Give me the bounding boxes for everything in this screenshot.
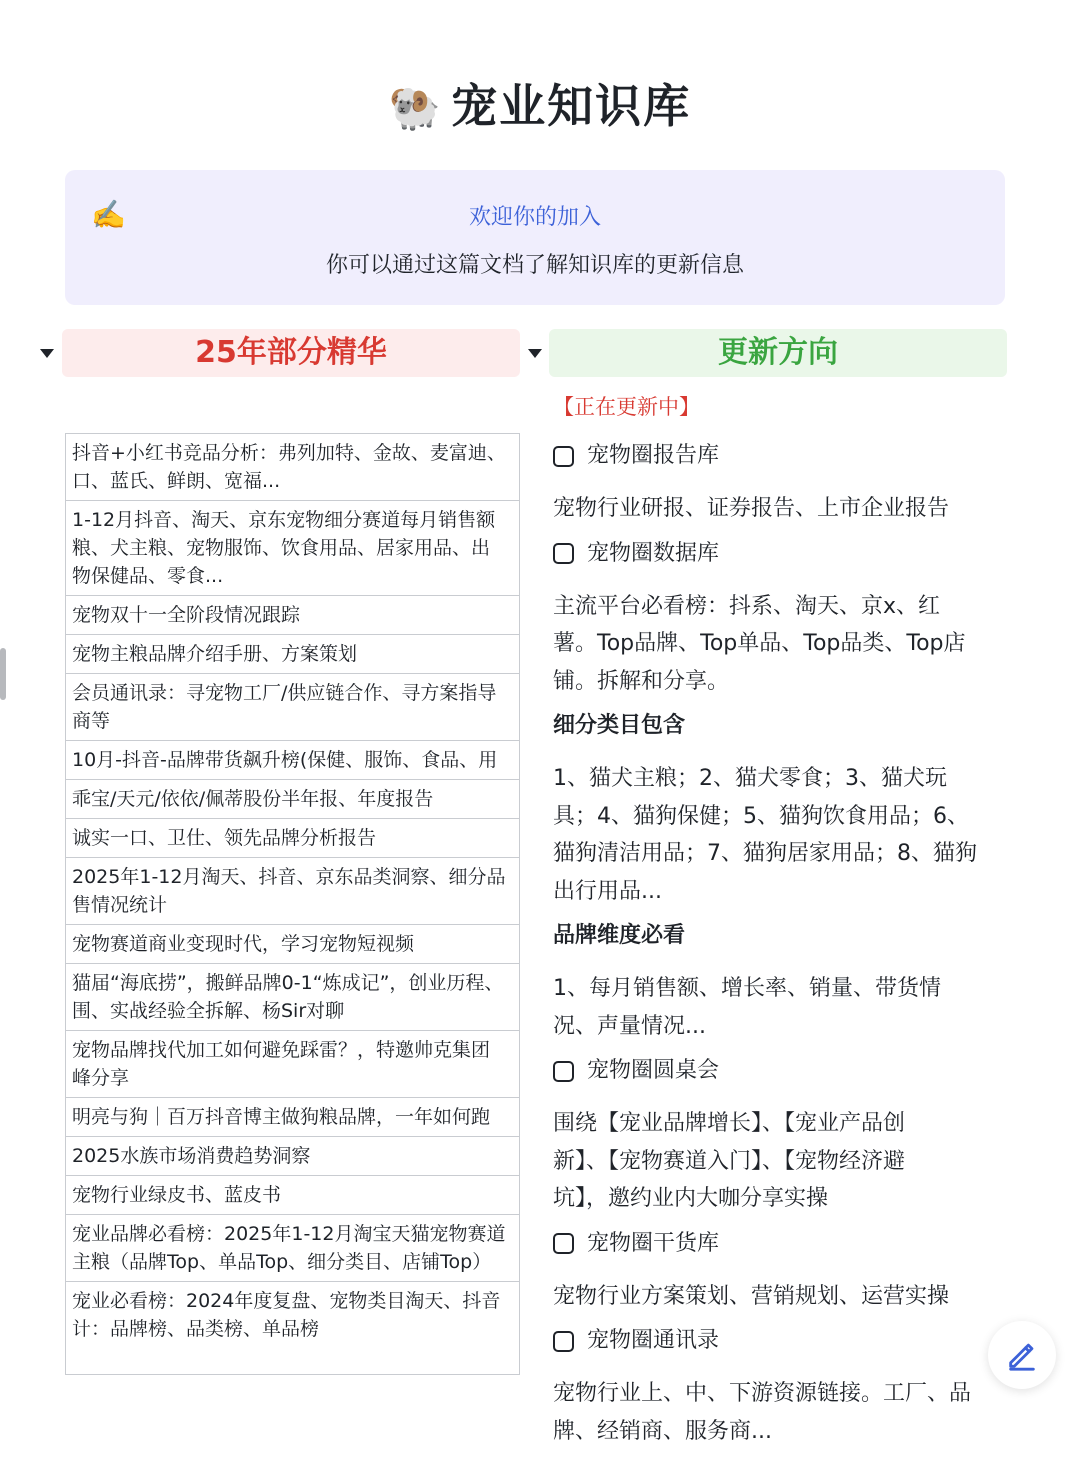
table-row[interactable] xyxy=(66,1282,519,1348)
checklist-item xyxy=(553,1056,1013,1086)
description-text xyxy=(553,1375,1013,1450)
table-row[interactable] xyxy=(66,741,519,780)
page-title-text: 宠业知识库 xyxy=(451,79,692,133)
right-column-heading: 更新方向 xyxy=(549,329,1007,377)
table-row-line: 主粮（品牌Top、单品Top、细分类目、店铺Top） xyxy=(72,1251,492,1273)
checklist-item xyxy=(553,539,1013,569)
update-directions-list xyxy=(553,392,1013,1461)
table-row[interactable] xyxy=(66,596,519,635)
description-line: 1、每月销售额、增长率、销量、带货情 xyxy=(553,976,941,1001)
callout-title: 欢迎你的加入 xyxy=(468,205,601,230)
description-text xyxy=(553,1278,1013,1316)
table-row[interactable] xyxy=(66,1215,519,1282)
edit-button[interactable] xyxy=(988,1321,1056,1389)
table-row-line: 2025年1-12月淘天、抖音、京东品类洞察、细分品 xyxy=(72,866,506,888)
description-line: 猫狗清洁用品；7、猫狗居家用品；8、猫狗 xyxy=(553,841,977,866)
table-row[interactable] xyxy=(66,819,519,858)
section-heading: 细分类目包含 xyxy=(553,713,686,738)
table-row-line: 宠业必看榜：2024年度复盘、宠物类目淘天、抖音 xyxy=(72,1290,501,1312)
table-row[interactable] xyxy=(66,925,519,964)
table-row-line: 粮、犬主粮、宠物服饰、饮食用品、居家用品、出 xyxy=(72,537,491,559)
description-line: 出行用品... xyxy=(553,878,662,904)
table-row[interactable] xyxy=(66,1137,519,1176)
table-row-line: 2025水族市场消费趋势洞察 xyxy=(72,1145,311,1167)
checklist-item xyxy=(553,441,1013,471)
table-row[interactable] xyxy=(66,1176,519,1215)
table-row[interactable] xyxy=(66,1098,519,1137)
checklist-label: 宠物圈圆桌会 xyxy=(587,1058,720,1083)
table-row[interactable] xyxy=(66,780,519,819)
table-row-line: 峰分享 xyxy=(72,1067,130,1089)
table-row-line: 计：品牌榜、品类榜、单品榜 xyxy=(72,1318,320,1340)
description-line: 坑】，邀约业内大咖分享实操 xyxy=(553,1186,829,1211)
table-row-line: 物保健品、零食... xyxy=(72,565,224,587)
table-row-line: 1-12月抖音、淘天、京东宠物细分赛道每月销售额 xyxy=(72,509,496,531)
description-line: 1、猫犬主粮；2、猫犬零食；3、猫犬玩 xyxy=(553,766,947,791)
checkbox-empty-icon[interactable] xyxy=(553,446,574,467)
page-title xyxy=(0,70,1080,136)
description-line: 铺。拆解和分享。 xyxy=(553,668,730,694)
pencil-edit-icon xyxy=(1005,1338,1039,1372)
description-line: 牌、经销商、服务商... xyxy=(553,1418,772,1444)
checklist-label: 宠物圈报告库 xyxy=(587,443,720,468)
checkbox-empty-icon[interactable] xyxy=(553,543,574,564)
table-row-line: 宠物赛道商业变现时代，学习宠物短视频 xyxy=(72,933,415,955)
table-row-line: 10月-抖音-品牌带货飙升榜(保健、服饰、食品、用 xyxy=(72,749,498,771)
table-row-line: 宠物品牌找代加工如何避免踩雷？，特邀帅克集团 xyxy=(72,1039,491,1061)
table-row[interactable] xyxy=(66,1031,519,1098)
callout-subtitle: 你可以通过这篇文档了解知识库的更新信息 xyxy=(325,253,744,278)
table-row-line: 猫届“海底捞”，搬鲜品牌0-1“炼成记”，创业历程、 xyxy=(72,972,504,994)
description-line: 新】、【宠物赛道入门】、【宠物经济避 xyxy=(553,1148,906,1174)
checkbox-empty-icon[interactable] xyxy=(553,1061,574,1082)
description-line: 薯。Top品牌、Top单品、Top品类、Top店 xyxy=(553,631,966,656)
table-row-line: 商等 xyxy=(72,710,111,732)
table-row[interactable] xyxy=(66,501,519,596)
checklist-label: 宠物圈数据库 xyxy=(587,540,720,566)
checklist-item xyxy=(553,1326,1013,1356)
checklist-item xyxy=(553,1229,1013,1259)
collapse-caret-icon[interactable] xyxy=(40,349,54,358)
table-row-line: 宠业品牌必看榜：2025年1-12月淘宝天猫宠物赛道 xyxy=(72,1223,506,1245)
description-text xyxy=(553,760,1013,910)
table-row-line: 抖音+小红书竞品分析：弗列加特、金故、麦富迪、 xyxy=(72,442,506,464)
table-row-line: 宠物主粮品牌介绍手册、方案策划 xyxy=(72,643,358,665)
writing-hand-icon: ✍️ xyxy=(91,198,126,231)
checklist-label: 宠物圈通讯录 xyxy=(587,1328,720,1353)
table-row[interactable] xyxy=(66,964,519,1031)
description-line: 况、声量情况... xyxy=(553,1013,706,1039)
description-line: 具；4、猫狗保健；5、猫狗饮食用品；6、 xyxy=(553,803,969,829)
table-row-line: 售情况统计 xyxy=(72,894,168,916)
scrollbar-handle[interactable] xyxy=(0,648,6,700)
table-row-line: 会员通讯录：寻宠物工厂/供应链合作、寻方案指导 xyxy=(72,682,497,704)
table-row[interactable] xyxy=(66,635,519,674)
description-text xyxy=(553,490,1013,528)
highlights-table xyxy=(65,433,520,1375)
description-line: 宠物行业方案策划、营销规划、运营实操 xyxy=(553,1283,950,1309)
table-row[interactable] xyxy=(66,674,519,741)
table-row[interactable] xyxy=(66,434,519,501)
table-row-line: 宠物双十一全阶段情况跟踪 xyxy=(72,604,301,626)
checkbox-empty-icon[interactable] xyxy=(553,1233,574,1254)
status-badge: 【正在更新中】 xyxy=(553,395,700,419)
description-text xyxy=(553,588,1013,701)
table-row-line: 乖宝/天元/依依/佩蒂股份半年报、年度报告 xyxy=(72,788,434,810)
checkbox-empty-icon[interactable] xyxy=(553,1331,574,1352)
table-row[interactable] xyxy=(66,858,519,925)
description-line: 宠物行业研报、证券报告、上市企业报告 xyxy=(553,496,950,521)
left-column-heading: 25年部分精华 xyxy=(62,329,520,377)
description-line: 主流平台必看榜：抖系、淘天、京x、红 xyxy=(553,593,941,619)
description-text xyxy=(553,1105,1013,1218)
sheep-icon: 🐏 xyxy=(388,83,444,132)
table-row-line: 明亮与狗｜百万抖音博主做狗粮品牌，一年如何跑 xyxy=(72,1106,491,1128)
section-heading: 品牌维度必看 xyxy=(553,923,686,948)
table-row-line: 诚实一口、卫仕、领先品牌分析报告 xyxy=(72,827,377,849)
description-line: 围绕【宠业品牌增长】、【宠业产品创 xyxy=(553,1111,906,1136)
collapse-caret-icon[interactable] xyxy=(528,349,542,358)
description-text xyxy=(553,970,1013,1045)
table-row-line: 宠物行业绿皮书、蓝皮书 xyxy=(72,1184,282,1206)
table-row-line: 口、蓝氏、鲜朗、宽福... xyxy=(72,470,281,492)
table-row-line: 围、实战经验全拆解、杨Sir对聊 xyxy=(72,1000,345,1022)
welcome-callout xyxy=(65,170,1005,305)
description-line: 宠物行业上、中、下游资源链接。工厂、品 xyxy=(553,1381,972,1406)
checklist-label: 宠物圈干货库 xyxy=(587,1230,720,1256)
